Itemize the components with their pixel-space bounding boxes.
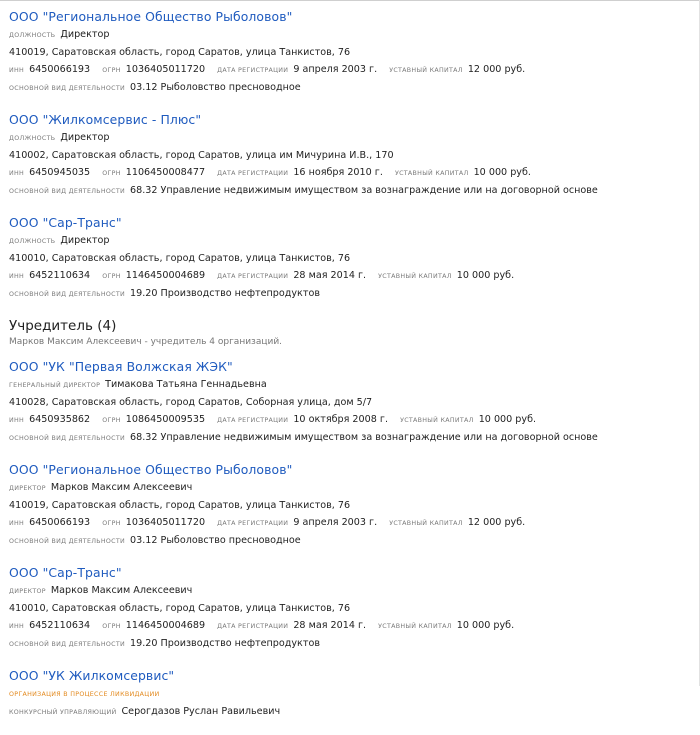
ogrn-value: 1036405011720 (125, 64, 206, 75)
person-row (9, 703, 689, 721)
company-card (9, 8, 689, 97)
capital-label: УСТАВНЫЙ КАПИТАЛ (389, 520, 463, 527)
company-card (9, 667, 689, 721)
ogrn-label: ОГРН (102, 623, 121, 630)
ogrn-value: 1146450004689 (125, 620, 206, 631)
inn-value: 6450066193 (29, 64, 91, 75)
founder-section-subtitle: Марков Максим Алексеевич - учредитель 4 организаций. (9, 337, 283, 347)
person-role-label: КОНКУРСНЫЙ УПРАВЛЯЮЩИЙ (9, 709, 117, 716)
company-card (9, 358, 689, 447)
liquidation-status: ОРГАНИЗАЦИЯ В ПРОЦЕССЕ ЛИКВИДАЦИИ (9, 691, 160, 698)
capital-value: 10 000 руб. (473, 167, 531, 178)
address: 410019, Саратовская область, город Саратов, улица Танкистов, 76 (9, 500, 351, 511)
person-name: Серогдазов Руслан Равильевич (121, 706, 281, 717)
company-name-link[interactable]: ООО "Региональное Общество Рыболовов" (9, 462, 293, 477)
activity-value: 03.12 Рыболовство пресноводное (130, 535, 301, 546)
address: 410010, Саратовская область, город Саратов, улица Танкистов, 76 (9, 253, 351, 264)
registry-row (9, 164, 689, 182)
inn-value: 6452110634 (29, 270, 91, 281)
registry-row (9, 514, 689, 532)
activity-value: 68.32 Управление недвижимым имуществом за вознаграждение или на договорной основе (130, 185, 598, 196)
activity-label: ОСНОВНОЙ ВИД ДЕЯТЕЛЬНОСТИ (9, 435, 126, 442)
address: 410010, Саратовская область, город Саратов, улица Танкистов, 76 (9, 603, 351, 614)
reg-date-label: ДАТА РЕГИСТРАЦИИ (217, 273, 289, 280)
activity-label: ОСНОВНОЙ ВИД ДЕЯТЕЛЬНОСТИ (9, 85, 126, 92)
company-card (9, 564, 689, 653)
ogrn-value: 1036405011720 (125, 517, 206, 528)
inn-label: ИНН (9, 273, 25, 280)
person-row (9, 479, 689, 497)
ogrn-label: ОГРН (102, 170, 121, 177)
registry-row (9, 617, 689, 635)
inn-label: ИНН (9, 417, 25, 424)
position-row (9, 26, 689, 44)
company-card (9, 111, 689, 200)
activity-value: 03.12 Рыболовство пресноводное (130, 82, 301, 93)
reg-date-value: 28 мая 2014 г. (293, 270, 367, 281)
top-divider (0, 0, 700, 1)
reg-date-label: ДАТА РЕГИСТРАЦИИ (217, 623, 289, 630)
activity-row (9, 635, 689, 653)
position-value: Директор (60, 29, 110, 40)
company-name-link[interactable]: ООО "УК Жилкомсервис" (9, 668, 175, 683)
activity-row (9, 182, 689, 200)
company-name-link[interactable]: ООО "Сар-Транс" (9, 215, 122, 230)
activity-row (9, 429, 689, 447)
registry-row (9, 267, 689, 285)
inn-label: ИНН (9, 520, 25, 527)
inn-value: 6450945035 (29, 167, 91, 178)
address: 410002, Саратовская область, город Саратов, улица им Мичурина И.В., 170 (9, 150, 394, 161)
reg-date-label: ДАТА РЕГИСТРАЦИИ (217, 67, 289, 74)
address: 410028, Саратовская область, город Саратов, Соборная улица, дом 5/7 (9, 397, 373, 408)
ogrn-label: ОГРН (102, 417, 121, 424)
ogrn-label: ОГРН (102, 520, 121, 527)
person-role-label: ДИРЕКТОР (9, 485, 46, 492)
activity-value: 19.20 Производство нефтепродуктов (130, 288, 320, 299)
capital-value: 12 000 руб. (467, 64, 526, 75)
liquidation-status-row (9, 685, 689, 703)
person-name: Тимакова Татьяна Геннадьевна (105, 379, 267, 390)
capital-value: 12 000 руб. (467, 517, 526, 528)
activity-label: ОСНОВНОЙ ВИД ДЕЯТЕЛЬНОСТИ (9, 291, 126, 298)
company-list (9, 8, 689, 735)
reg-date-label: ДАТА РЕГИСТРАЦИИ (217, 417, 289, 424)
person-name: Марков Максим Алексеевич (50, 482, 193, 493)
company-card (9, 461, 689, 550)
inn-label: ИНН (9, 623, 25, 630)
activity-label: ОСНОВНОЙ ВИД ДЕЯТЕЛЬНОСТИ (9, 188, 126, 195)
position-value: Директор (60, 132, 110, 143)
inn-value: 6450066193 (29, 517, 91, 528)
person-role-label: ДИРЕКТОР (9, 588, 46, 595)
reg-date-label: ДАТА РЕГИСТРАЦИИ (217, 170, 289, 177)
capital-label: УСТАВНЫЙ КАПИТАЛ (389, 67, 463, 74)
person-row (9, 582, 689, 600)
founder-section-title: Учредитель (4) (9, 318, 117, 334)
ogrn-value: 1086450009535 (125, 414, 206, 425)
ogrn-label: ОГРН (102, 67, 121, 74)
reg-date-value: 10 октября 2008 г. (293, 414, 388, 425)
registry-row (9, 61, 689, 79)
address: 410019, Саратовская область, город Саратов, улица Танкистов, 76 (9, 47, 351, 58)
inn-label: ИНН (9, 67, 25, 74)
reg-date-value: 9 апреля 2003 г. (293, 517, 378, 528)
company-card (9, 214, 689, 303)
company-name-link[interactable]: ООО "УК "Первая Волжская ЖЭК" (9, 359, 233, 374)
capital-value: 10 000 руб. (456, 620, 515, 631)
capital-label: УСТАВНЫЙ КАПИТАЛ (400, 417, 474, 424)
activity-row (9, 79, 689, 97)
reg-date-value: 9 апреля 2003 г. (293, 64, 378, 75)
person-row (9, 376, 689, 394)
capital-value: 10 000 руб. (456, 270, 515, 281)
registry-row (9, 411, 689, 429)
inn-label: ИНН (9, 170, 25, 177)
position-label: ДОЛЖНОСТЬ (9, 32, 56, 39)
person-role-label: ГЕНЕРАЛЬНЫЙ ДИРЕКТОР (9, 382, 101, 389)
position-row (9, 232, 689, 250)
reg-date-value: 16 ноября 2010 г. (293, 167, 383, 178)
position-label: ДОЛЖНОСТЬ (9, 135, 56, 142)
activity-label: ОСНОВНОЙ ВИД ДЕЯТЕЛЬНОСТИ (9, 538, 126, 545)
activity-row (9, 532, 689, 550)
position-row (9, 129, 689, 147)
position-value: Директор (60, 235, 110, 246)
reg-date-value: 28 мая 2014 г. (293, 620, 367, 631)
capital-label: УСТАВНЫЙ КАПИТАЛ (378, 273, 452, 280)
company-name-link[interactable]: ООО "Жилкомсервис - Плюс" (9, 112, 202, 127)
activity-value: 68.32 Управление недвижимым имуществом за вознаграждение или на договорной основе (130, 432, 598, 443)
activity-label: ОСНОВНОЙ ВИД ДЕЯТЕЛЬНОСТИ (9, 641, 126, 648)
position-label: ДОЛЖНОСТЬ (9, 238, 56, 245)
ogrn-value: 1146450004689 (125, 270, 206, 281)
ogrn-label: ОГРН (102, 273, 121, 280)
activity-value: 19.20 Производство нефтепродуктов (130, 638, 320, 649)
reg-date-label: ДАТА РЕГИСТРАЦИИ (217, 520, 289, 527)
capital-value: 10 000 руб. (478, 414, 537, 425)
company-name-link[interactable]: ООО "Сар-Транс" (9, 565, 122, 580)
capital-label: УСТАВНЫЙ КАПИТАЛ (378, 623, 452, 630)
inn-value: 6452110634 (29, 620, 91, 631)
person-name: Марков Максим Алексеевич (50, 585, 193, 596)
capital-label: УСТАВНЫЙ КАПИТАЛ (394, 170, 469, 177)
ogrn-value: 1106450008477 (125, 167, 206, 178)
inn-value: 6450935862 (29, 414, 91, 425)
company-name-link[interactable]: ООО "Региональное Общество Рыболовов" (9, 9, 293, 24)
activity-row (9, 285, 689, 303)
